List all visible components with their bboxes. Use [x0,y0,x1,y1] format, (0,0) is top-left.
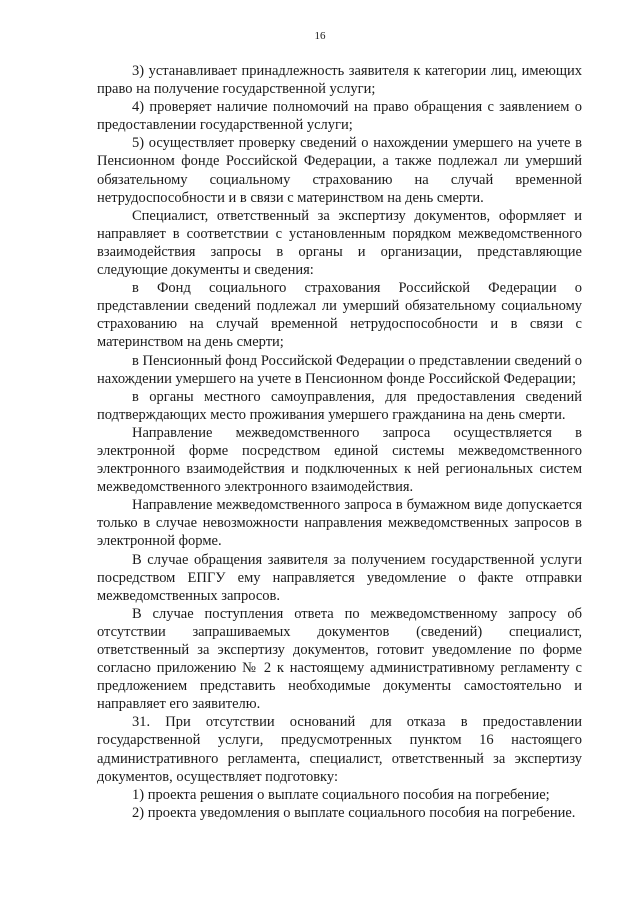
paragraph-epgu-notification: В случае обращения заявителя за получением государственной услуги посредством ЕПГУ ему направляется уведомление о факте отправки межведомственных запросов. [97,551,582,604]
document-body [97,62,582,822]
paragraph-local-government: в органы местного самоуправления, для предоставления сведений подтверждающих место проживания умершего гражданина на день смерти. [97,388,582,423]
page-number: 16 [314,30,326,42]
paragraph-item-3: 3) устанавливает принадлежность заявителя к категории лиц, имеющих право на получение государственной услуги; [97,63,582,98]
paragraph-item-5: 5) осуществляет проверку сведений о нахождении умершего на учете в Пенсионном фонде Российской Федерации, а также подлежал ли умерший обязательному социальному страхованию на случай временной нетрудоспособности и в связи с материнством на день смерти. [97,135,582,206]
paragraph-subitem-1: 1) проекта решения о выплате социального пособия на погребение; [132,786,550,803]
paragraph-clause-31: 31. При отсутствии оснований для отказа в предоставлении государственной услуги, предусмотренных пунктом 16 настоящего административного регламента, специалист, ответственный за экспертизу документов, осуществляет подготовку: [97,714,582,785]
paragraph-item-4: 4) проверяет наличие полномочий на право обращения с заявлением о предоставлении государственной услуги; [97,99,582,134]
paragraph-subitem-2: 2) проекта уведомления о выплате социального пособия на погребение. [132,804,576,821]
paragraph-missing-documents: В случае поступления ответа по межведомственному запросу об отсутствии запрашиваемых документов (сведений) специалист, ответственный за экспертизу документов, готовит уведомление по форме согласно приложению № 2 к настоящему административному регламенту с предложением представить необходимые документы самостоятельно и направляет его заявителю. [97,605,582,713]
paragraph-social-insurance-fund: в Фонд социального страхования Российской Федерации о представлении сведений подлежал ли умерший обязательному социальному страхованию на случай временной нетрудоспособности и в связи с материнством на день смерти; [97,280,582,351]
paragraph-electronic-request: Направление межведомственного запроса осуществляется в электронной форме посредством единой системы межведомственного электронного взаимодействия и подключенных к ней региональных систем межведомственного электронного взаимодействия. [97,424,582,496]
paragraph-specialist-requests: Специалист, ответственный за экспертизу документов, оформляет и направляет в соответствии с установленным порядком межведомственного взаимодействия запросы в органы и организации, представляющие следующие документы и сведения: [97,207,582,279]
paragraph-paper-request: Направление межведомственного запроса в бумажном виде допускается только в случае невозможности направления межведомственных запросов в электронной форме. [97,497,582,550]
paragraph-pension-fund: в Пенсионный фонд Российской Федерации о представлении сведений о нахождении умершего на учете в Пенсионном фонде Российской Федерации; [97,352,582,387]
